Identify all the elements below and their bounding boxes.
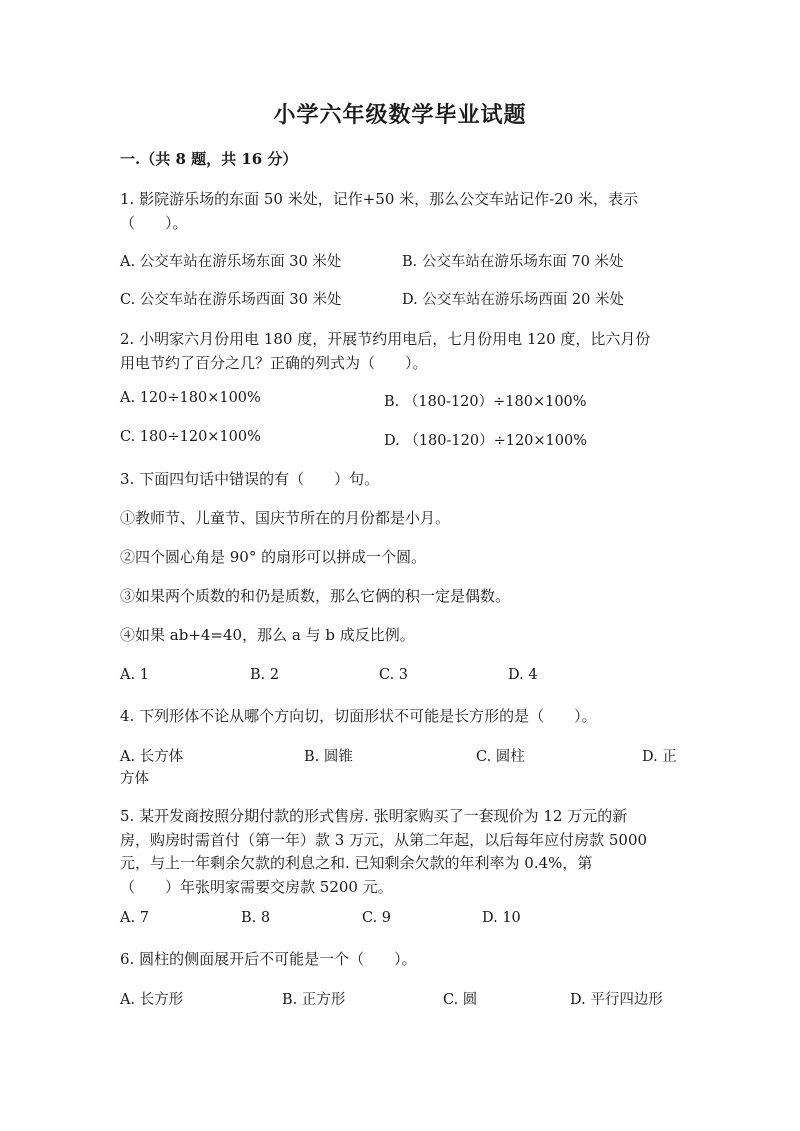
q5-option-d: D. 10: [482, 910, 521, 926]
section-heading: 一.（共 8 题，共 16 分）: [120, 150, 298, 168]
q2-option-b: B. （180-120）÷180×100%: [384, 394, 587, 410]
q2-option-a: A. 120÷180×100%: [120, 390, 261, 406]
q1-line-1: 1. 影院游乐场的东面 50 米处，记作+50 米，那么公交车站记作-20 米，表示: [120, 190, 639, 208]
q1-option-b: B. 公交车站在游乐场东面 70 米处: [402, 254, 624, 270]
q5-line-4: （ ）年张明家需要交房款 5200 元。: [120, 878, 393, 896]
q3-option-d: D. 4: [508, 667, 538, 683]
q1-option-a: A. 公交车站在游乐场东面 30 米处: [120, 254, 342, 270]
q2-option-d: D. （180-120）÷120×100%: [384, 433, 588, 449]
q2-option-c: C. 180÷120×100%: [120, 429, 261, 445]
q5-line-3: 元，与上一年剩余欠款的利息之和. 已知剩余欠款的年利率为 0.4%，第: [120, 854, 593, 872]
q3-option-b: B. 2: [250, 667, 280, 683]
q4-option-b: B. 圆锥: [304, 749, 353, 765]
q3-statement-4: ④如果 ab+4=40，那么 a 与 b 成反比例。: [120, 626, 415, 644]
q6-option-d: D. 平行四边形: [570, 992, 663, 1008]
q6-option-b: B. 正方形: [282, 992, 346, 1008]
q1-option-c: C. 公交车站在游乐场西面 30 米处: [120, 292, 342, 308]
q1-line-2: （ ）。: [120, 214, 188, 232]
q3-statement-3: ③如果两个质数的和仍是质数，那么它俩的积一定是偶数。: [120, 587, 511, 605]
q3-statement-1: ①教师节、儿童节、国庆节所在的月份都是小月。: [120, 509, 451, 527]
q4-option-d: D. 正: [642, 749, 677, 765]
page-title: 小学六年级数学毕业试题: [273, 102, 527, 128]
q5-option-a: A. 7: [120, 910, 149, 926]
q2-line-1: 2. 小明家六月份用电 180 度，开展节约用电后，七月份用电 120 度，比六月份: [120, 330, 651, 348]
q5-option-c: C. 9: [362, 910, 392, 926]
q4-option-a: A. 长方体: [120, 749, 184, 765]
q2-line-2: 用电节约了百分之几？正确的列式为（ ）。: [120, 354, 428, 372]
q5-option-b: B. 8: [241, 910, 271, 926]
q5-line-1: 5. 某开发商按照分期付款的形式售房. 张明家购买了一套现价为 12 万元的新: [120, 807, 628, 825]
q6-line-1: 6. 圆柱的侧面展开后不可能是一个（ ）。: [120, 950, 417, 968]
q6-option-c: C. 圆: [443, 992, 478, 1008]
q3-option-a: A. 1: [120, 667, 149, 683]
q5-line-2: 房，购房时需首付（第一年）款 3 万元，从第二年起，以后每年应付房款 5000: [120, 831, 648, 849]
q4-line-1: 4. 下列形体不论从哪个方向切，切面形状不可能是长方形的是（ ）。: [120, 707, 597, 725]
q3-line-1: 3. 下面四句话中错误的有（ ）句。: [120, 470, 380, 488]
q3-option-c: C. 3: [379, 667, 409, 683]
q1-option-d: D. 公交车站在游乐场西面 20 米处: [402, 292, 624, 308]
q4-option-c: C. 圆柱: [476, 749, 525, 765]
q4-option-d-wrap: 方体: [120, 771, 149, 787]
q3-statement-2: ②四个圆心角是 90° 的扇形可以拼成一个圆。: [120, 548, 427, 566]
q6-option-a: A. 长方形: [120, 992, 184, 1008]
